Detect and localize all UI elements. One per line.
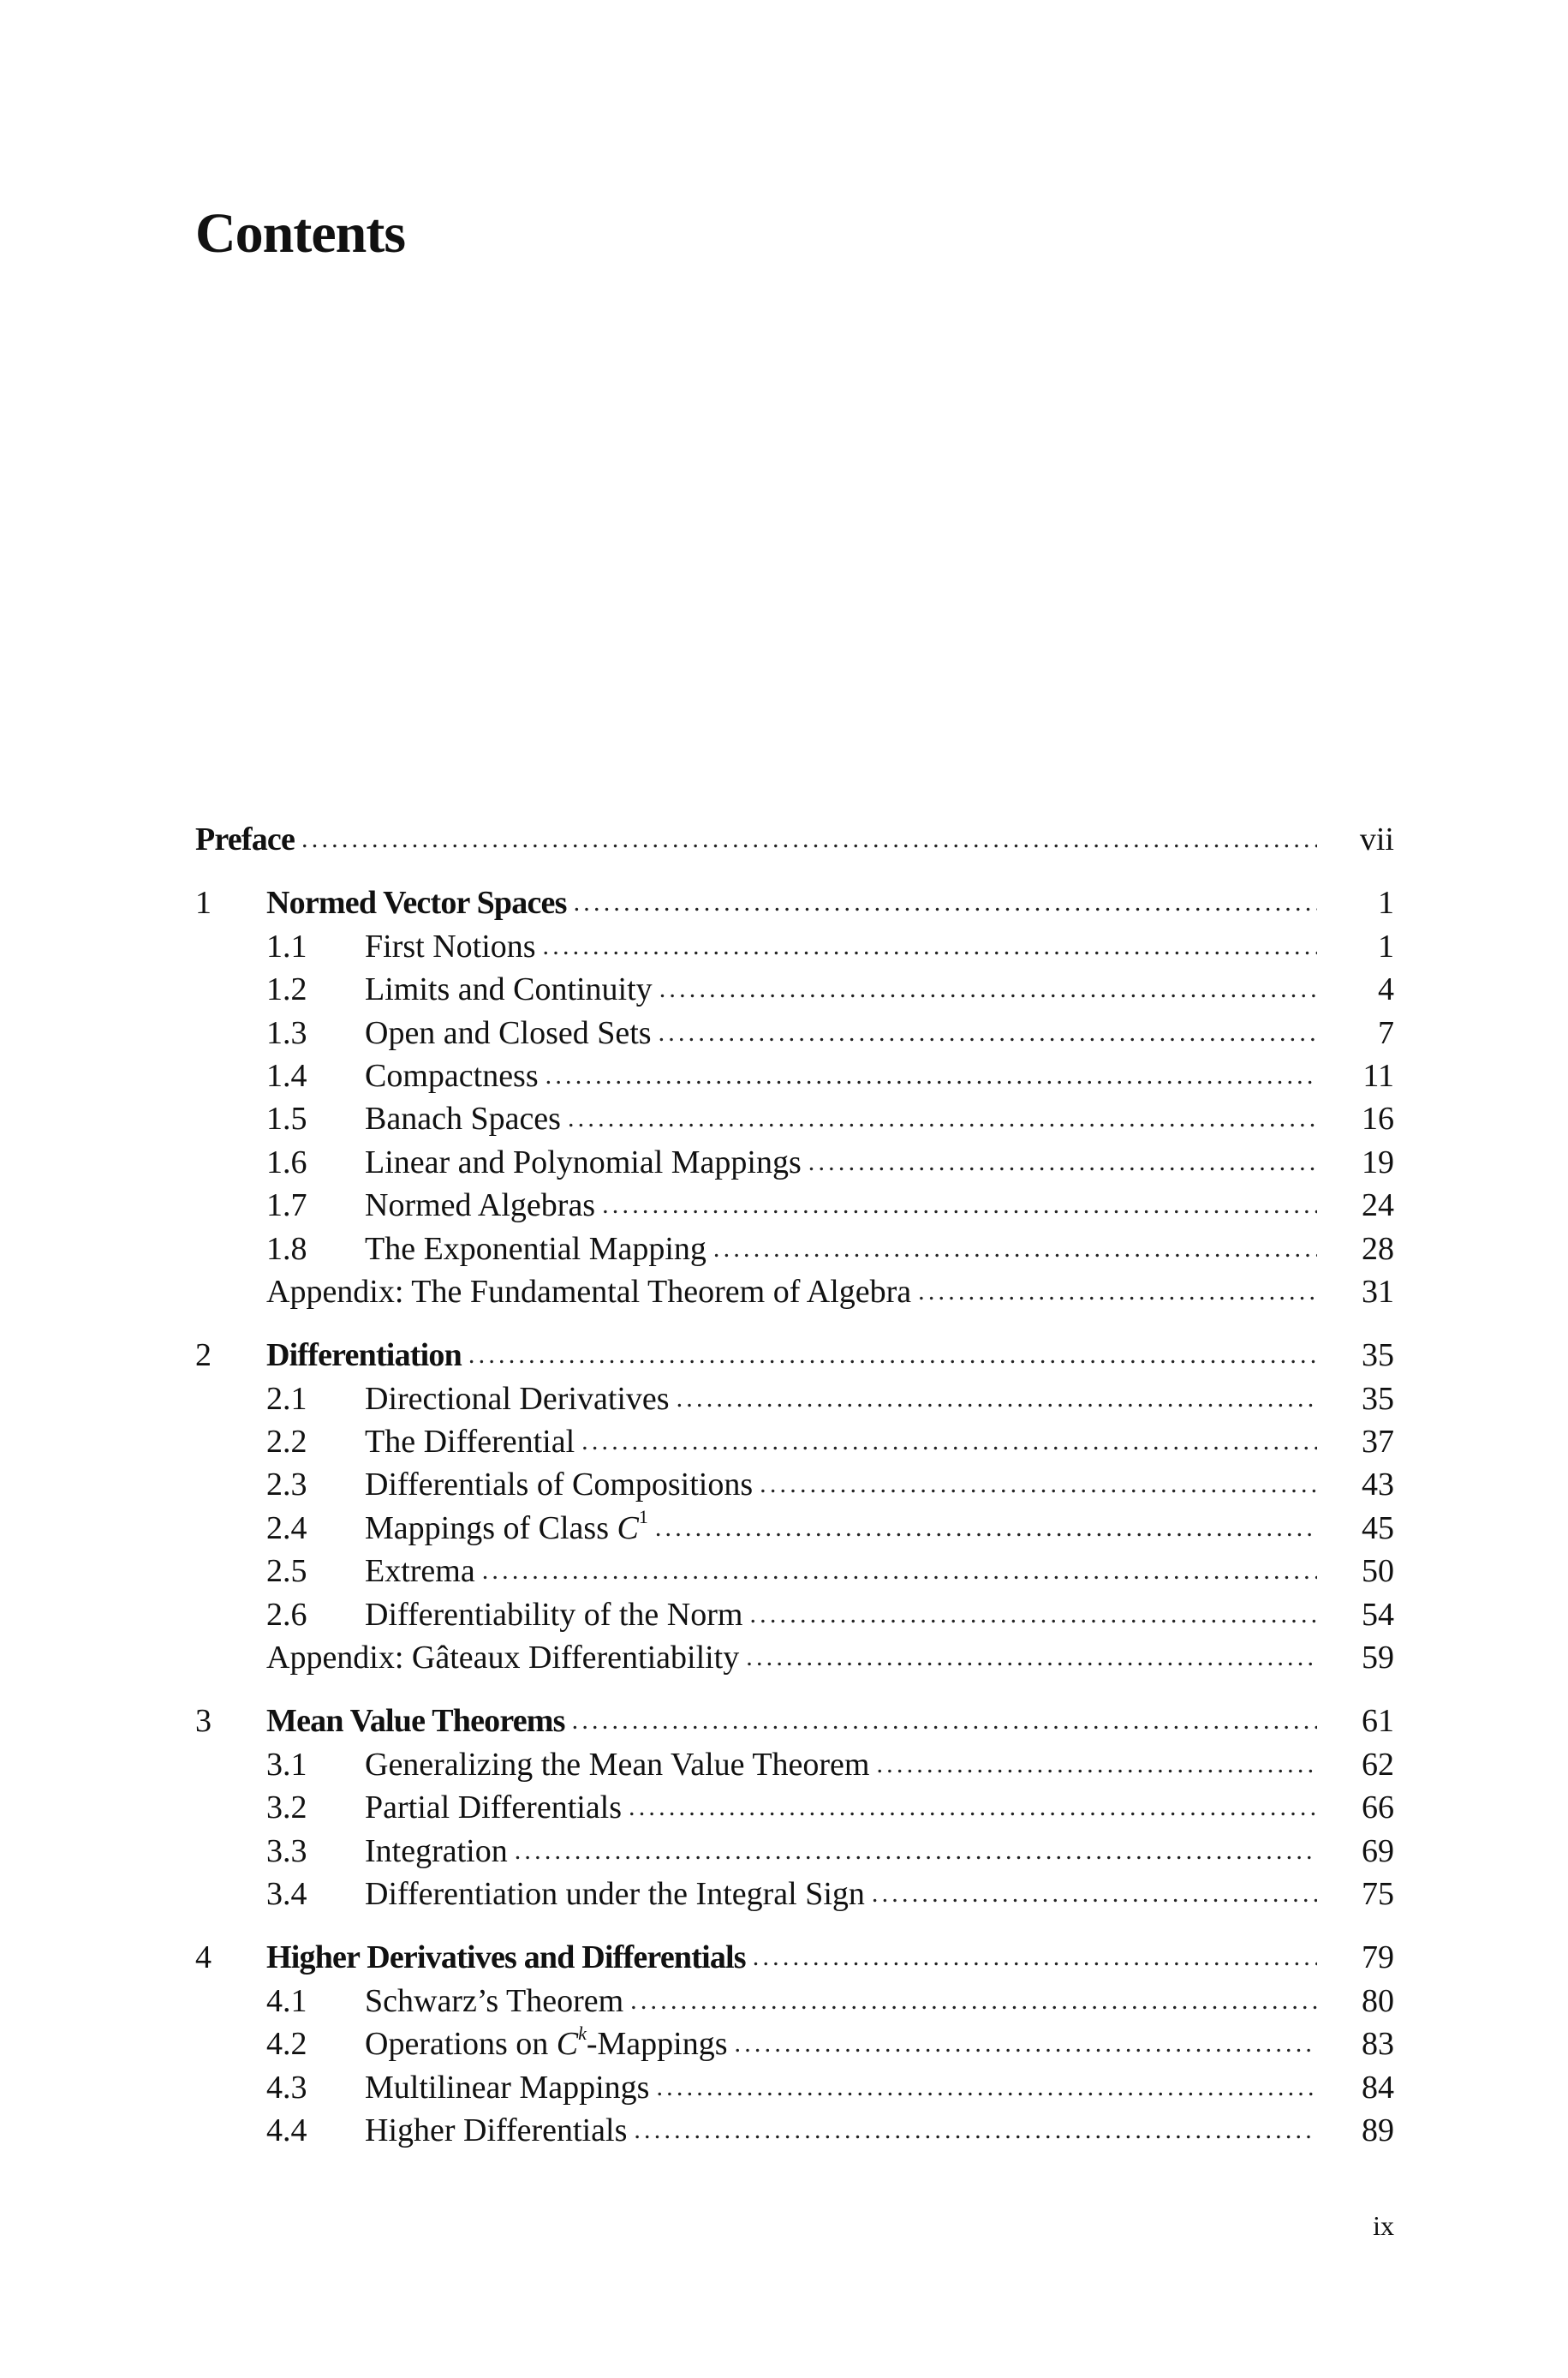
page-number: 89 xyxy=(1362,2112,1394,2148)
toc-section-2-2[interactable] xyxy=(195,1420,1394,1463)
toc-section-1-4[interactable] xyxy=(195,1055,1394,1097)
dot-leader xyxy=(630,1980,1317,2022)
section-number: 4.4 xyxy=(266,2112,307,2148)
toc-section-3-3[interactable] xyxy=(195,1830,1394,1873)
section-number: 2.1 xyxy=(266,1380,307,1417)
section-number: 1.3 xyxy=(266,1014,307,1051)
section-title-suffix: -Mappings xyxy=(586,2026,728,2063)
chapter-number: 2 xyxy=(195,1337,212,1374)
page-folio: ix xyxy=(1373,2210,1394,2241)
section-title: Compactness xyxy=(365,1057,539,1094)
section-title: Differentiation under the Integral Sign xyxy=(365,1875,865,1912)
section-title: First Notions xyxy=(365,928,536,965)
chapter-number: 1 xyxy=(195,885,212,922)
page-number: 43 xyxy=(1362,1467,1394,1503)
preface-label: Preface xyxy=(195,822,295,857)
dot-leader xyxy=(629,1786,1317,1829)
section-number: 2.2 xyxy=(266,1424,307,1461)
toc-appendix-2[interactable] xyxy=(195,1636,1394,1679)
section-number: 2.6 xyxy=(266,1596,307,1633)
section-number: 3.4 xyxy=(266,1875,307,1912)
dot-leader xyxy=(543,925,1317,968)
dot-leader xyxy=(746,1636,1317,1679)
section-number: 4.3 xyxy=(266,2069,307,2106)
section-title: Limits and Continuity xyxy=(365,971,653,1008)
toc-section-4-4[interactable] xyxy=(195,2109,1394,2152)
section-title: Schwarz’s Theorem xyxy=(365,1982,624,2019)
dot-leader xyxy=(546,1055,1317,1097)
toc-chapter-4[interactable] xyxy=(195,1936,1394,1979)
dot-leader xyxy=(468,1334,1317,1377)
page-number: 19 xyxy=(1362,1144,1394,1180)
toc-section-3-2[interactable] xyxy=(195,1786,1394,1829)
page-number: 45 xyxy=(1362,1509,1394,1546)
math-symbol: C xyxy=(617,1509,639,1546)
section-number: 3.3 xyxy=(266,1832,307,1869)
page-number: 66 xyxy=(1362,1789,1394,1826)
page-number: 1 xyxy=(1378,928,1394,965)
section-title: Extrema xyxy=(365,1553,475,1590)
toc-section-2-6[interactable] xyxy=(195,1593,1394,1636)
dot-leader xyxy=(574,881,1317,924)
dot-leader xyxy=(760,1463,1317,1506)
toc-section-2-3[interactable] xyxy=(195,1463,1394,1506)
dot-leader xyxy=(749,1593,1317,1636)
section-number: 1.4 xyxy=(266,1057,307,1094)
page-number: 24 xyxy=(1362,1187,1394,1224)
toc-section-1-2[interactable] xyxy=(195,968,1394,1011)
page-number: 11 xyxy=(1362,1057,1394,1094)
dot-leader xyxy=(482,1550,1317,1592)
section-title xyxy=(365,1507,655,1550)
toc-section-1-3[interactable] xyxy=(195,1012,1394,1055)
page-number: 4 xyxy=(1378,971,1394,1008)
page-number: 62 xyxy=(1362,1746,1394,1783)
toc-section-3-1[interactable] xyxy=(195,1743,1394,1786)
section-title: Integration xyxy=(365,1832,508,1869)
section-number: 3.1 xyxy=(266,1746,307,1783)
dot-leader xyxy=(808,1141,1317,1184)
dot-leader xyxy=(301,818,1317,861)
dot-leader xyxy=(872,1873,1317,1915)
chapter-number: 3 xyxy=(195,1703,212,1740)
page-number: 59 xyxy=(1362,1640,1394,1676)
dot-leader xyxy=(568,1097,1317,1140)
section-number: 1.5 xyxy=(266,1101,307,1138)
table-of-contents xyxy=(195,818,1394,2152)
toc-section-1-7[interactable] xyxy=(195,1184,1394,1227)
page-number: 37 xyxy=(1362,1424,1394,1461)
toc-appendix-1[interactable] xyxy=(195,1270,1394,1313)
dot-leader xyxy=(602,1184,1317,1227)
section-title: The Differential xyxy=(365,1424,575,1461)
math-symbol: C xyxy=(556,2026,579,2063)
dot-leader xyxy=(656,2066,1317,2109)
toc-section-2-5[interactable] xyxy=(195,1550,1394,1592)
page-number: 50 xyxy=(1362,1553,1394,1590)
section-title: Differentials of Compositions xyxy=(365,1467,754,1503)
section-title xyxy=(365,2022,735,2065)
section-title: Banach Spaces xyxy=(365,1101,561,1138)
toc-section-2-4[interactable] xyxy=(195,1507,1394,1550)
page-number: 35 xyxy=(1362,1380,1394,1417)
section-title: The Exponential Mapping xyxy=(365,1230,706,1267)
toc-section-1-5[interactable] xyxy=(195,1097,1394,1140)
section-title: Partial Differentials xyxy=(365,1789,623,1826)
section-number: 1.8 xyxy=(266,1230,307,1267)
section-number: 1.7 xyxy=(266,1187,307,1224)
dot-leader xyxy=(876,1743,1317,1786)
toc-section-2-1[interactable] xyxy=(195,1377,1394,1420)
section-number: 1.2 xyxy=(266,971,307,1008)
page-number: 54 xyxy=(1362,1596,1394,1633)
section-number: 3.2 xyxy=(266,1789,307,1826)
chapter-number: 4 xyxy=(195,1939,212,1976)
page-number: 7 xyxy=(1378,1014,1394,1051)
toc-section-1-1[interactable] xyxy=(195,925,1394,968)
toc-chapter-1[interactable] xyxy=(195,881,1394,924)
math-superscript: k xyxy=(578,2022,587,2044)
dot-leader xyxy=(515,1830,1317,1873)
dot-leader xyxy=(659,1012,1317,1055)
page-number: 28 xyxy=(1362,1230,1394,1267)
toc-entry-preface[interactable] xyxy=(195,818,1394,861)
page-number: 79 xyxy=(1362,1939,1394,1976)
toc-chapter-2[interactable] xyxy=(195,1334,1394,1377)
section-title: Multilinear Mappings xyxy=(365,2069,650,2106)
toc-chapter-3[interactable] xyxy=(195,1700,1394,1742)
section-number: 2.5 xyxy=(266,1553,307,1590)
page-number: 16 xyxy=(1362,1101,1394,1138)
toc-section-1-6[interactable] xyxy=(195,1141,1394,1184)
appendix-title: Appendix: The Fundamental Theorem of Algebra xyxy=(266,1273,912,1310)
section-title: Linear and Polynomial Mappings xyxy=(365,1144,802,1180)
toc-section-1-8[interactable] xyxy=(195,1228,1394,1270)
dot-leader xyxy=(735,2022,1317,2065)
page-number: 84 xyxy=(1362,2069,1394,2106)
page-number: 31 xyxy=(1362,1273,1394,1310)
section-title-text: Mappings of Class xyxy=(365,1509,617,1546)
chapter-title: Normed Vector Spaces xyxy=(266,885,567,922)
page-number: 61 xyxy=(1362,1703,1394,1740)
section-title: Generalizing the Mean Value Theorem xyxy=(365,1746,870,1783)
section-title: Directional Derivatives xyxy=(365,1380,670,1417)
page-number: 75 xyxy=(1362,1875,1394,1912)
page-title: Contents xyxy=(195,202,406,265)
page-number: 35 xyxy=(1362,1337,1394,1374)
dot-leader xyxy=(713,1228,1317,1270)
section-title: Differentiability of the Norm xyxy=(365,1596,743,1633)
section-title: Higher Differentials xyxy=(365,2112,628,2148)
section-number: 2.4 xyxy=(266,1509,307,1546)
toc-section-3-4[interactable] xyxy=(195,1873,1394,1915)
toc-section-4-3[interactable] xyxy=(195,2066,1394,2109)
section-title: Normed Algebras xyxy=(365,1187,596,1224)
section-number: 1.6 xyxy=(266,1144,307,1180)
math-superscript: 1 xyxy=(638,1506,648,1528)
section-title-text: Operations on xyxy=(365,2026,557,2063)
appendix-title: Appendix: Gâteaux Differentiability xyxy=(266,1640,740,1676)
section-number: 2.3 xyxy=(266,1467,307,1503)
page-number: 83 xyxy=(1362,2026,1394,2063)
dot-leader xyxy=(659,968,1317,1011)
toc-section-4-1[interactable] xyxy=(195,1980,1394,2022)
dot-leader xyxy=(655,1507,1317,1550)
dot-leader xyxy=(918,1270,1317,1313)
dot-leader xyxy=(634,2109,1317,2152)
page-number: 69 xyxy=(1362,1832,1394,1869)
dot-leader xyxy=(753,1936,1317,1979)
section-number: 4.2 xyxy=(266,2026,307,2063)
chapter-title: Mean Value Theorems xyxy=(266,1703,565,1740)
section-number: 1.1 xyxy=(266,928,307,965)
page-number: 1 xyxy=(1378,885,1394,922)
page-number: vii xyxy=(1359,822,1394,857)
dot-leader xyxy=(572,1700,1317,1742)
toc-section-4-2[interactable] xyxy=(195,2022,1394,2065)
section-title: Open and Closed Sets xyxy=(365,1014,652,1051)
chapter-title: Higher Derivatives and Differentials xyxy=(266,1939,746,1976)
section-number: 4.1 xyxy=(266,1982,307,2019)
dot-leader xyxy=(581,1420,1317,1463)
page-number: 80 xyxy=(1362,1982,1394,2019)
chapter-title: Differentiation xyxy=(266,1337,462,1374)
dot-leader xyxy=(677,1377,1317,1420)
